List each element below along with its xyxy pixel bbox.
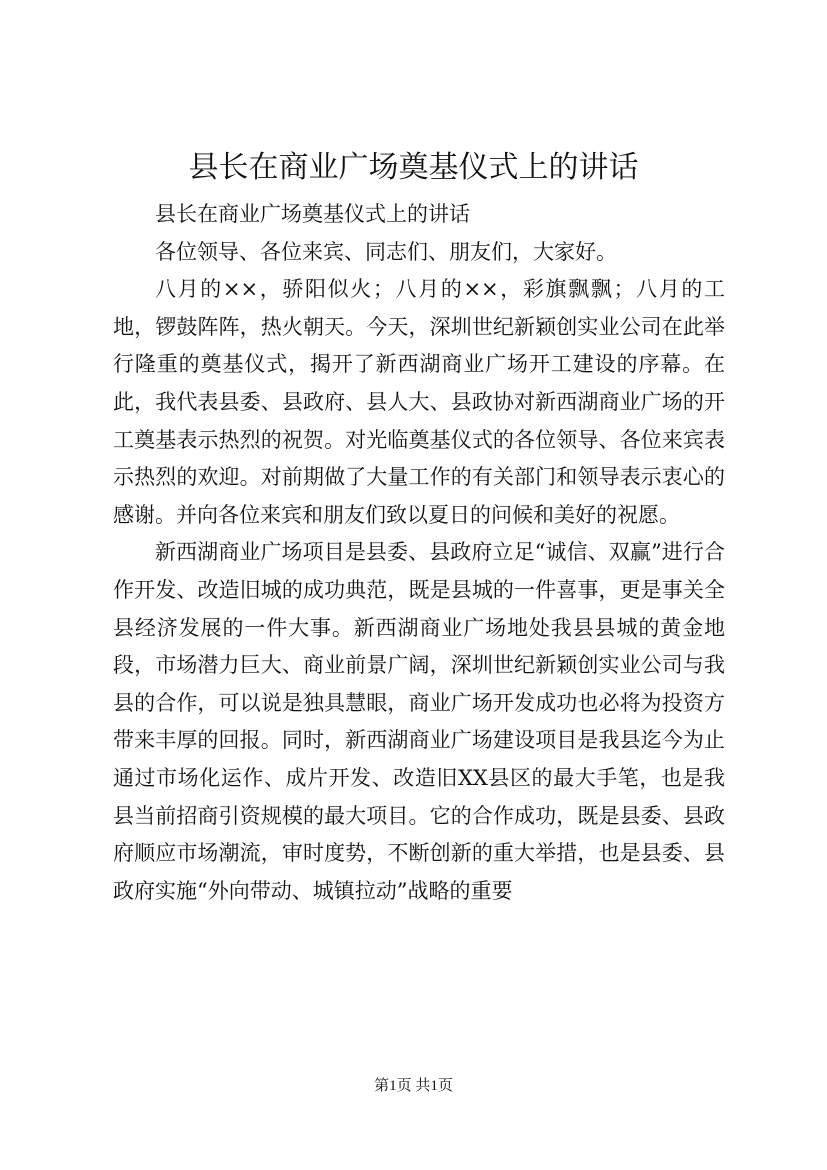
paragraph-subtitle: 县长在商业广场奠基仪式上的讲话 [155, 202, 470, 226]
paragraph-greeting: 各位领导、各位来宾、同志们、朋友们，大家好。 [155, 239, 617, 264]
paragraph-project: 新西湖商业广场项目是县委、县政府立足“诚信、双赢”进行合作开发、改造旧城的成功典范，既是县城的一件喜事，更是事关全县经济发展的一件大事。新西湖商业广场地处我县县城的黄金地段，市场潜力巨大、商业前景广阔，深圳世纪新颖创实业公司与我县的合作，可以说是独具慧眼，商业广场开发成功也必将为投资方带来丰厚的回报。同时，新西湖商业广场建设项目是我县迄今为止通过市场化运作、成片开发、改造旧XX县区的最大手笔，也是我县当前招商引资规模的最大项目。它的合作成功，既是县委、县政府顺应市场潮流，审时度势，不断创新的重大举措，也是县委、县政府实施“外向带动、城镇拉动”战略的重要 [113, 540, 725, 903]
paragraph-opening: 八月的××，骄阳似火；八月的××，彩旗飘飘；八月的工地，锣鼓阵阵，热火朝天。今天，深圳世纪新颖创实业公司在此举行隆重的奠基仪式，揭开了新西湖商业广场开工建设的序幕。在此，我代表县委、县政府、县人大、县政协对新西湖商业广场的开工奠基表示热烈的祝贺。对光临奠基仪式的各位领导、各位来宾表示热烈的欢迎。对前期做了大量工作的有关部门和领导表示衷心的感谢。并向各位来宾和朋友们致以夏日的问候和美好的祝愿。 [113, 277, 725, 527]
page-number-footer: 第1页 共1页 [374, 1078, 453, 1094]
document-title: 县长在商业广场奠基仪式上的讲话 [188, 150, 639, 185]
document-body [113, 196, 725, 910]
